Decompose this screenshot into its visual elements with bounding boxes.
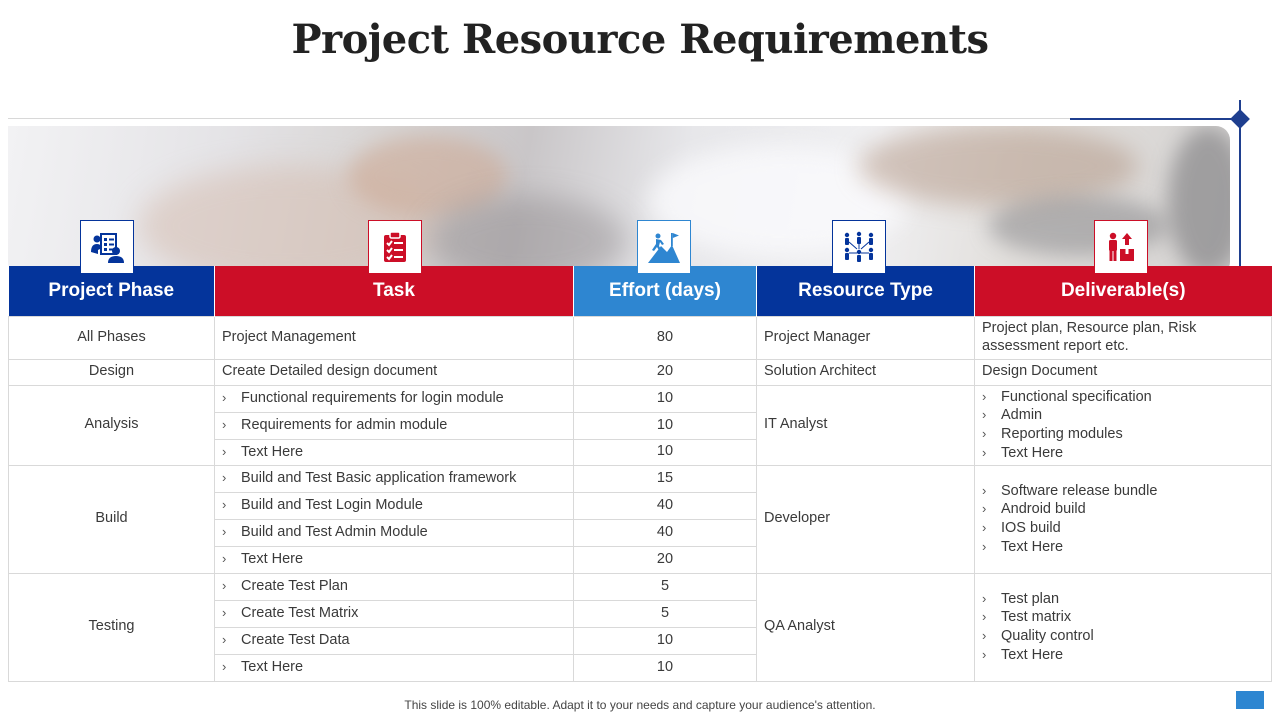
effort-cell: 5 <box>574 573 757 600</box>
task-cell: › Build and Test Basic application framework <box>215 465 574 492</box>
effort-cell: 10 <box>574 412 757 439</box>
header-resource-type: Resource Type <box>757 266 975 316</box>
task-cell: › Requirements for admin module <box>215 412 574 439</box>
task-cell: › Text Here <box>215 439 574 465</box>
task-cell: Create Detailed design document <box>215 359 574 385</box>
list-item: › Software release bundle <box>982 482 1158 499</box>
phase-cell: Analysis <box>9 385 215 465</box>
task-cell: › Text Here <box>215 654 574 681</box>
accent-diamond <box>1230 109 1250 129</box>
checklist-person-icon <box>80 220 134 274</box>
list-item: › Text Here <box>982 538 1064 555</box>
header-task: Task <box>215 266 574 316</box>
mountain-climber-flag-icon <box>637 220 691 274</box>
header-project-phase: Project Phase <box>9 266 215 316</box>
bullet-icon: › <box>222 605 227 621</box>
effort-cell: 10 <box>574 654 757 681</box>
effort-cell: 40 <box>574 492 757 519</box>
table-row <box>9 573 1272 600</box>
deliverable-cell <box>975 573 1272 681</box>
effort-cell: 20 <box>574 359 757 385</box>
bullet-icon: › <box>222 551 227 567</box>
header-divider <box>8 118 1240 119</box>
effort-cell: 10 <box>574 385 757 412</box>
bullet-icon: › <box>222 578 227 594</box>
footer-note: This slide is 100% editable. Adapt it to your needs and capture your audience's attention. <box>404 698 876 712</box>
corner-accent <box>1236 691 1264 709</box>
task-cell: › Build and Test Login Module <box>215 492 574 519</box>
page-title: Project Resource Requirements <box>291 16 989 63</box>
list-item: › Test matrix <box>982 609 1072 626</box>
header-effort: Effort (days) <box>574 266 757 316</box>
banner-photo <box>8 126 1230 276</box>
effort-cell: 5 <box>574 600 757 627</box>
task-cell: › Functional requirements for login module <box>215 385 574 412</box>
resource-cell: Solution Architect <box>757 359 975 385</box>
task-cell: Project Management <box>215 316 574 359</box>
team-network-icon <box>832 220 886 274</box>
header-deliverables: Deliverable(s) <box>975 266 1272 316</box>
table-row <box>9 465 1272 492</box>
resource-cell: Developer <box>757 465 975 573</box>
list-item: › Android build <box>982 501 1086 518</box>
list-item: › Text Here <box>982 444 1064 461</box>
bullet-icon: › <box>222 470 227 486</box>
deliverable-cell <box>975 465 1272 573</box>
phase-cell: Design <box>9 359 215 385</box>
task-cell: › Build and Test Admin Module <box>215 519 574 546</box>
phase-cell: All Phases <box>9 316 215 359</box>
resource-cell: Project Manager <box>757 316 975 359</box>
clipboard-checklist-icon <box>368 220 422 274</box>
effort-cell: 15 <box>574 465 757 492</box>
task-cell: › Create Test Plan <box>215 573 574 600</box>
effort-cell: 20 <box>574 546 757 573</box>
bullet-icon: › <box>222 443 227 459</box>
list-item: › IOS build <box>982 520 1061 536</box>
resource-cell: QA Analyst <box>757 573 975 681</box>
list-item: › Quality control <box>982 628 1094 644</box>
list-item: › Admin <box>982 407 1043 424</box>
list-item: › Text Here <box>982 646 1064 663</box>
deliverable-cell: Project plan, Resource plan, Risk assessment report etc. <box>975 316 1272 359</box>
bullet-icon: › <box>222 632 227 648</box>
bullet-icon: › <box>222 659 227 675</box>
resource-table <box>8 266 1272 682</box>
deliverable-cell: Design Document <box>975 359 1272 385</box>
resource-cell: IT Analyst <box>757 385 975 465</box>
task-cell: › Text Here <box>215 546 574 573</box>
deliverable-cell <box>975 385 1272 465</box>
table-row <box>9 316 1272 359</box>
task-cell: › Create Test Data <box>215 627 574 654</box>
list-item: › Reporting modules <box>982 426 1123 442</box>
bullet-icon: › <box>222 390 227 406</box>
task-cell: › Create Test Matrix <box>215 600 574 627</box>
effort-cell: 10 <box>574 627 757 654</box>
phase-cell: Testing <box>9 573 215 681</box>
effort-cell: 40 <box>574 519 757 546</box>
person-box-delivery-icon <box>1094 220 1148 274</box>
table-row <box>9 359 1272 385</box>
effort-cell: 10 <box>574 439 757 465</box>
list-item: › Functional specification <box>982 388 1152 405</box>
bullet-icon: › <box>222 524 227 540</box>
phase-cell: Build <box>9 465 215 573</box>
list-item: › Test plan <box>982 590 1060 607</box>
table-row <box>9 385 1272 412</box>
bullet-icon: › <box>222 497 227 513</box>
accent-line <box>1070 118 1240 120</box>
bullet-icon: › <box>222 417 227 433</box>
effort-cell: 80 <box>574 316 757 359</box>
